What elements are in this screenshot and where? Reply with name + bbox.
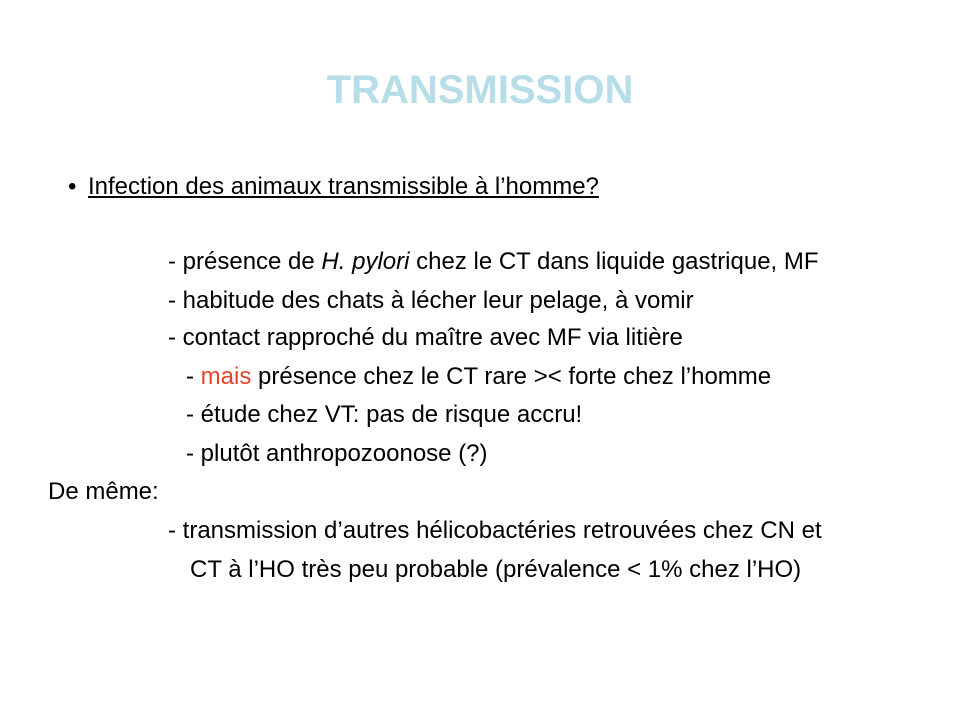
section-label: De même: (48, 478, 159, 505)
text-line-2: - habitude des chats à lécher leur pelage, à vomir (168, 287, 694, 314)
text-line-4 (186, 362, 771, 392)
slide-title: TRANSMISSION (326, 68, 634, 112)
text-line-6: - plutôt anthropozoonose (?) (186, 440, 488, 467)
text-line-3: - contact rapproché du maître avec MF via litière (168, 324, 683, 351)
text-line-1 (168, 247, 819, 277)
bullet-question: Infection des animaux transmissible à l’homme? (88, 173, 599, 200)
text-line-4-suffix: présence chez le CT rare >< forte chez l’homme (251, 363, 772, 390)
text-line-9: CT à l’HO très peu probable (prévalence < 1% chez l’HO) (190, 556, 802, 583)
text-line-1-prefix: - présence de (168, 248, 322, 275)
text-line-5: - étude chez VT: pas de risque accru! (186, 401, 583, 428)
text-line-1-suffix: chez le CT dans liquide gastrique, MF (409, 248, 819, 275)
highlight-word: mais (200, 363, 252, 390)
species-name: H. pylori (321, 248, 410, 275)
bullet-icon: • (68, 173, 77, 200)
text-line-8: - transmission d’autres hélicobactéries retrouvées chez CN et (168, 517, 822, 544)
text-line-4-prefix: - (186, 363, 201, 390)
